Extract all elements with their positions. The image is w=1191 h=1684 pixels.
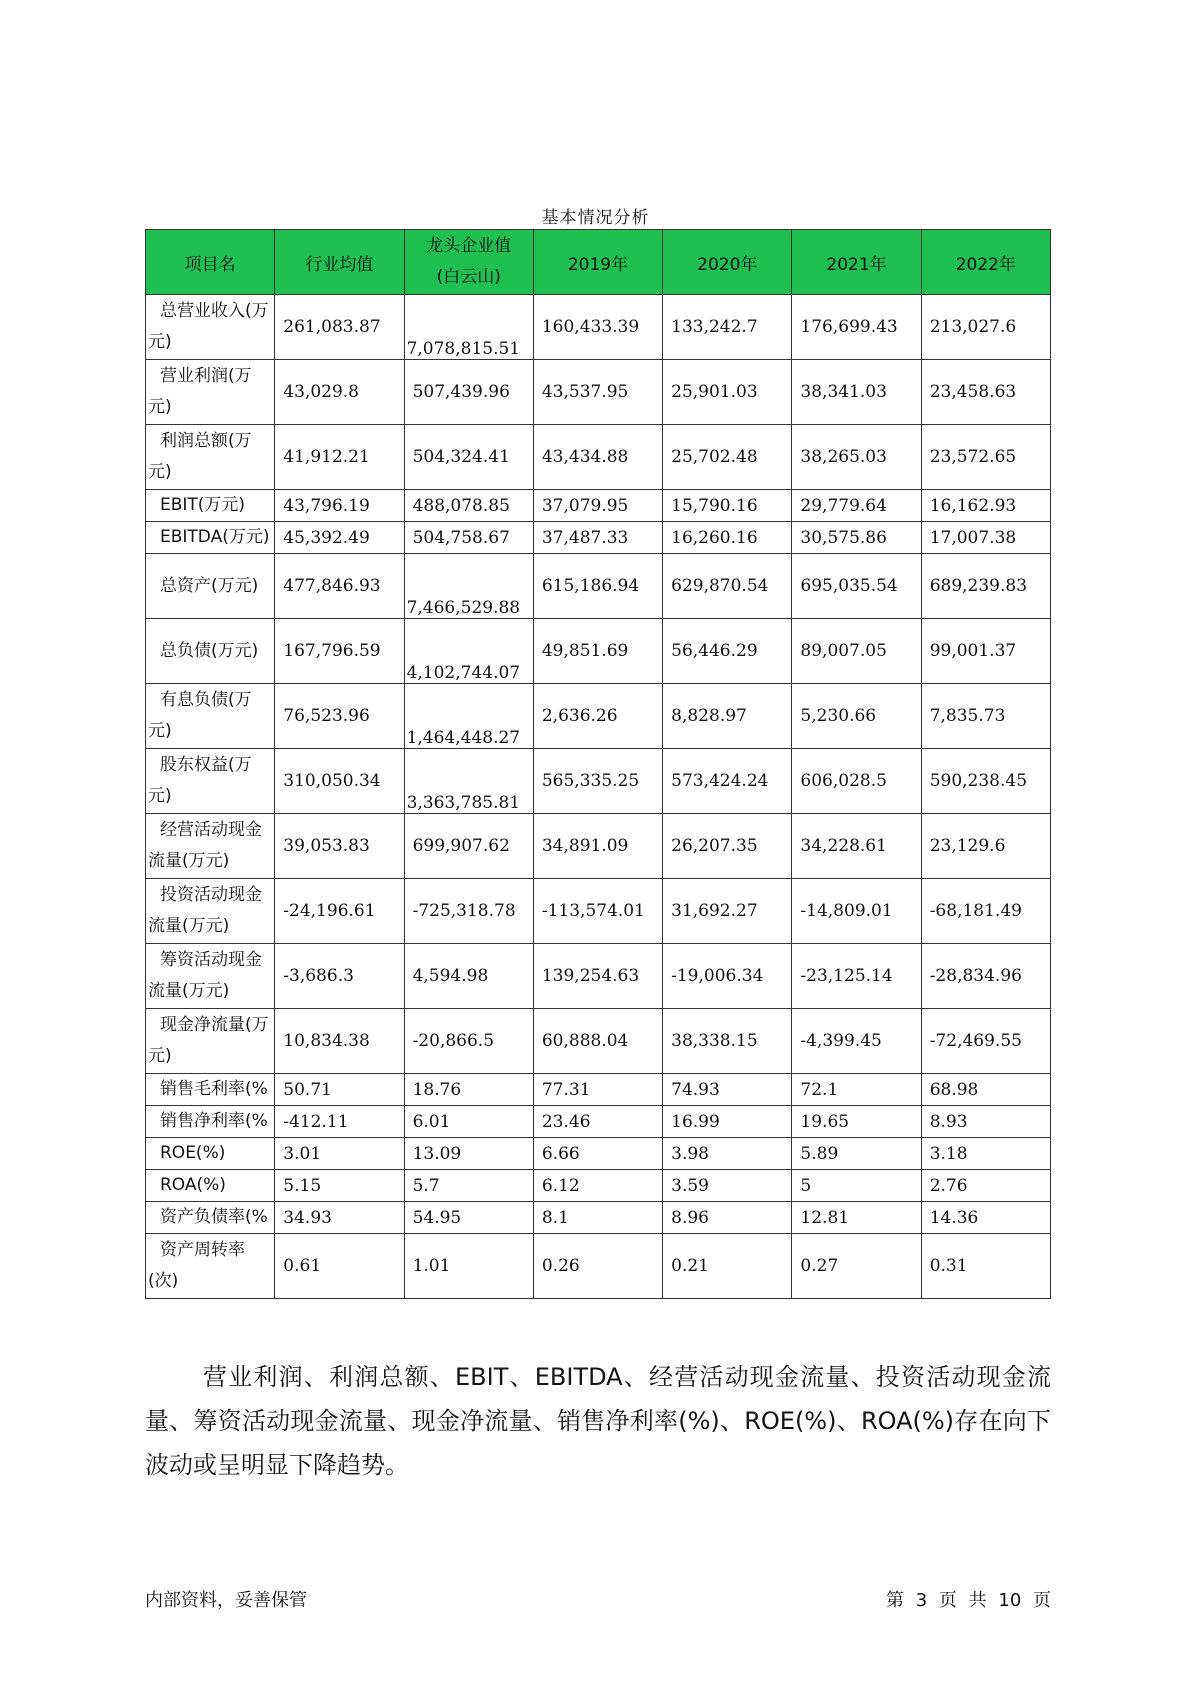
table-cell: 76,523.96 (275, 684, 404, 749)
table-cell: 17,007.38 (921, 522, 1050, 554)
table-cell: 3,363,785.81 (404, 749, 533, 814)
table-cell: 29,779.64 (792, 490, 921, 522)
table-cell: 45,392.49 (275, 522, 404, 554)
table-cell: 4,594.98 (404, 944, 533, 1009)
table-row (146, 295, 1051, 360)
table-row (146, 814, 1051, 879)
analysis-paragraph: 营业利润、利润总额、EBIT、EBITDA、经营活动现金流量、投资活动现金流量、筹资活动现金流量、现金净流量、销售净利率(%)、ROE(%)、ROA(%)存在向下波动或呈明显下降趋势。 (145, 1363, 1051, 1479)
table-cell: 477,846.93 (275, 554, 404, 619)
row-label-text: EBITDA(万元) (160, 527, 270, 547)
row-label-text: 筹资活动现金流量(万元) (148, 950, 262, 1001)
table-cell: 629,870.54 (663, 554, 792, 619)
table-cell: 699,907.62 (404, 814, 533, 879)
table-cell: 615,186.94 (533, 554, 662, 619)
table-cell: 26,207.35 (663, 814, 792, 879)
table-cell: 37,079.95 (533, 490, 662, 522)
table-cell: 6.12 (533, 1170, 662, 1202)
table-row (146, 1138, 1051, 1170)
table-row (146, 522, 1051, 554)
table-cell: 1,464,448.27 (404, 684, 533, 749)
table-row (146, 490, 1051, 522)
row-label-text: 利润总额(万元) (148, 431, 252, 482)
table-cell: 213,027.6 (921, 295, 1050, 360)
row-label (146, 425, 275, 490)
table-cell: 6.66 (533, 1138, 662, 1170)
row-label (146, 814, 275, 879)
table-cell: 504,758.67 (404, 522, 533, 554)
table-cell: 488,078.85 (404, 490, 533, 522)
table-caption: 基本情况分析 (541, 208, 650, 228)
table-cell: 10,834.38 (275, 1009, 404, 1074)
table-cell: 176,699.43 (792, 295, 921, 360)
table-cell: 30,575.86 (792, 522, 921, 554)
row-label (146, 1170, 275, 1202)
table-header-row (146, 230, 1051, 295)
table-cell: -24,196.61 (275, 879, 404, 944)
table-cell: 3.59 (663, 1170, 792, 1202)
table-cell: 5 (792, 1170, 921, 1202)
table-cell: 50.71 (275, 1074, 404, 1106)
table-cell: 695,035.54 (792, 554, 921, 619)
header-year-2019: 2019年 (533, 230, 662, 295)
row-label (146, 684, 275, 749)
row-label-text: 总负债(万元) (160, 640, 259, 661)
table-cell: 8.93 (921, 1106, 1050, 1138)
table-cell: 38,341.03 (792, 360, 921, 425)
table-cell: 60,888.04 (533, 1009, 662, 1074)
table-cell: 68.98 (921, 1074, 1050, 1106)
table-cell: 23,458.63 (921, 360, 1050, 425)
table-cell: 0.21 (663, 1234, 792, 1299)
table-cell: -14,809.01 (792, 879, 921, 944)
table-cell: 16,162.93 (921, 490, 1050, 522)
table-row (146, 1074, 1051, 1106)
table-cell: 160,433.39 (533, 295, 662, 360)
table-cell: 25,702.48 (663, 425, 792, 490)
table-cell: 43,796.19 (275, 490, 404, 522)
table-cell: 133,242.7 (663, 295, 792, 360)
row-label-text: 总营业收入(万元) (148, 301, 269, 352)
header-item-name: 项目名 (146, 230, 275, 295)
table-cell: 38,338.15 (663, 1009, 792, 1074)
row-label-text: ROE(%) (160, 1143, 226, 1163)
row-label (146, 490, 275, 522)
table-cell: 3.18 (921, 1138, 1050, 1170)
table-cell: 7,078,815.51 (404, 295, 533, 360)
header-year-2020: 2020年 (663, 230, 792, 295)
table-cell: 139,254.63 (533, 944, 662, 1009)
table-cell: 573,424.24 (663, 749, 792, 814)
table-cell: 7,835.73 (921, 684, 1050, 749)
row-label-text: 营业利润(万元) (148, 366, 252, 417)
financial-table (145, 229, 1051, 1299)
table-cell: 18.76 (404, 1074, 533, 1106)
table-cell: 504,324.41 (404, 425, 533, 490)
table-cell: 23,572.65 (921, 425, 1050, 490)
table-row (146, 619, 1051, 684)
row-label (146, 619, 275, 684)
table-cell: 39,053.83 (275, 814, 404, 879)
table-cell: 72.1 (792, 1074, 921, 1106)
table-cell: 2.76 (921, 1170, 1050, 1202)
table-row (146, 1202, 1051, 1234)
row-label (146, 944, 275, 1009)
table-cell: 0.26 (533, 1234, 662, 1299)
table-row (146, 944, 1051, 1009)
row-label (146, 295, 275, 360)
table-cell: 8.96 (663, 1202, 792, 1234)
header-industry-average: 行业均值 (275, 230, 404, 295)
table-cell: -19,006.34 (663, 944, 792, 1009)
table-row (146, 749, 1051, 814)
row-label (146, 1202, 275, 1234)
row-label-text: 销售净利率(% (160, 1111, 268, 1131)
table-row (146, 1234, 1051, 1299)
header-year-2022: 2022年 (921, 230, 1050, 295)
table-cell: 38,265.03 (792, 425, 921, 490)
table-cell: 49,851.69 (533, 619, 662, 684)
table-cell: 23.46 (533, 1106, 662, 1138)
table-cell: -725,318.78 (404, 879, 533, 944)
table-row (146, 1009, 1051, 1074)
table-cell: 34,228.61 (792, 814, 921, 879)
footer-page-number: 第 3 页 共 10 页 (886, 1590, 1051, 1611)
row-label-text: 资产周转率(次) (148, 1240, 245, 1291)
row-label (146, 749, 275, 814)
row-label-text: 经营活动现金流量(万元) (148, 820, 262, 871)
header-leader-sub: (白云山) (436, 267, 501, 287)
header-leader-label: 龙头企业值 (426, 236, 512, 256)
table-cell: 310,050.34 (275, 749, 404, 814)
table-cell: 606,028.5 (792, 749, 921, 814)
table-cell: 5.15 (275, 1170, 404, 1202)
table-cell: 689,239.83 (921, 554, 1050, 619)
table-cell: -20,866.5 (404, 1009, 533, 1074)
table-cell: 3.01 (275, 1138, 404, 1170)
table-cell: -72,469.55 (921, 1009, 1050, 1074)
table-row (146, 1170, 1051, 1202)
table-cell: 0.27 (792, 1234, 921, 1299)
table-cell: 89,007.05 (792, 619, 921, 684)
table-cell: -4,399.45 (792, 1009, 921, 1074)
table-row (146, 554, 1051, 619)
table-cell: 16,260.16 (663, 522, 792, 554)
table-cell: 6.01 (404, 1106, 533, 1138)
table-cell: 0.61 (275, 1234, 404, 1299)
row-label (146, 1138, 275, 1170)
table-cell: 590,238.45 (921, 749, 1050, 814)
row-label-text: 股东权益(万元) (148, 755, 252, 806)
table-cell: 34.93 (275, 1202, 404, 1234)
table-cell: 14.36 (921, 1202, 1050, 1234)
row-label-text: EBIT(万元) (160, 495, 246, 515)
table-cell: 507,439.96 (404, 360, 533, 425)
table-cell: 54.95 (404, 1202, 533, 1234)
row-label-text: 销售毛利率(% (160, 1079, 268, 1099)
table-cell: 56,446.29 (663, 619, 792, 684)
table-cell: 43,029.8 (275, 360, 404, 425)
table-cell: -3,686.3 (275, 944, 404, 1009)
table-cell: 0.31 (921, 1234, 1050, 1299)
table-cell: 23,129.6 (921, 814, 1050, 879)
table-cell: 5,230.66 (792, 684, 921, 749)
row-label (146, 554, 275, 619)
table-cell: 74.93 (663, 1074, 792, 1106)
table-cell: 1.01 (404, 1234, 533, 1299)
table-cell: 8.1 (533, 1202, 662, 1234)
table-cell: 5.7 (404, 1170, 533, 1202)
table-cell: 19.65 (792, 1106, 921, 1138)
row-label-text: 总资产(万元) (160, 575, 259, 596)
table-cell: 12.81 (792, 1202, 921, 1234)
table-cell: 7,466,529.88 (404, 554, 533, 619)
table-cell: 41,912.21 (275, 425, 404, 490)
table-cell: 15,790.16 (663, 490, 792, 522)
table-cell: 261,083.87 (275, 295, 404, 360)
row-label (146, 1234, 275, 1299)
table-cell: 43,537.95 (533, 360, 662, 425)
row-label-text: 现金净流量(万元) (148, 1015, 269, 1066)
table-cell: 565,335.25 (533, 749, 662, 814)
table-row (146, 425, 1051, 490)
footer-confidential-note: 内部资料，妥善保管 (145, 1590, 307, 1611)
table-cell: 4,102,744.07 (404, 619, 533, 684)
table-cell: 31,692.27 (663, 879, 792, 944)
table-cell: 25,901.03 (663, 360, 792, 425)
row-label-text: 资产负债率(% (160, 1207, 268, 1227)
table-cell: -28,834.96 (921, 944, 1050, 1009)
row-label (146, 1106, 275, 1138)
table-cell: 77.31 (533, 1074, 662, 1106)
table-cell: 16.99 (663, 1106, 792, 1138)
table-cell: 43,434.88 (533, 425, 662, 490)
table-cell: 167,796.59 (275, 619, 404, 684)
table-cell: 37,487.33 (533, 522, 662, 554)
header-leader-value (404, 230, 533, 295)
table-cell: 5.89 (792, 1138, 921, 1170)
table-row (146, 360, 1051, 425)
table-cell: 34,891.09 (533, 814, 662, 879)
table-cell: -68,181.49 (921, 879, 1050, 944)
row-label-text: 投资活动现金流量(万元) (148, 885, 262, 936)
table-cell: -113,574.01 (533, 879, 662, 944)
row-label (146, 360, 275, 425)
table-cell: 99,001.37 (921, 619, 1050, 684)
row-label-text: ROA(%) (160, 1175, 226, 1195)
table-row (146, 879, 1051, 944)
table-cell: -23,125.14 (792, 944, 921, 1009)
table-cell: 8,828.97 (663, 684, 792, 749)
row-label (146, 1074, 275, 1106)
table-cell: -412.11 (275, 1106, 404, 1138)
row-label-text: 有息负债(万元) (148, 690, 252, 741)
row-label (146, 522, 275, 554)
table-cell: 13.09 (404, 1138, 533, 1170)
table-cell: 2,636.26 (533, 684, 662, 749)
row-label (146, 1009, 275, 1074)
row-label (146, 879, 275, 944)
table-row (146, 1106, 1051, 1138)
table-row (146, 684, 1051, 749)
header-year-2021: 2021年 (792, 230, 921, 295)
table-cell: 3.98 (663, 1138, 792, 1170)
